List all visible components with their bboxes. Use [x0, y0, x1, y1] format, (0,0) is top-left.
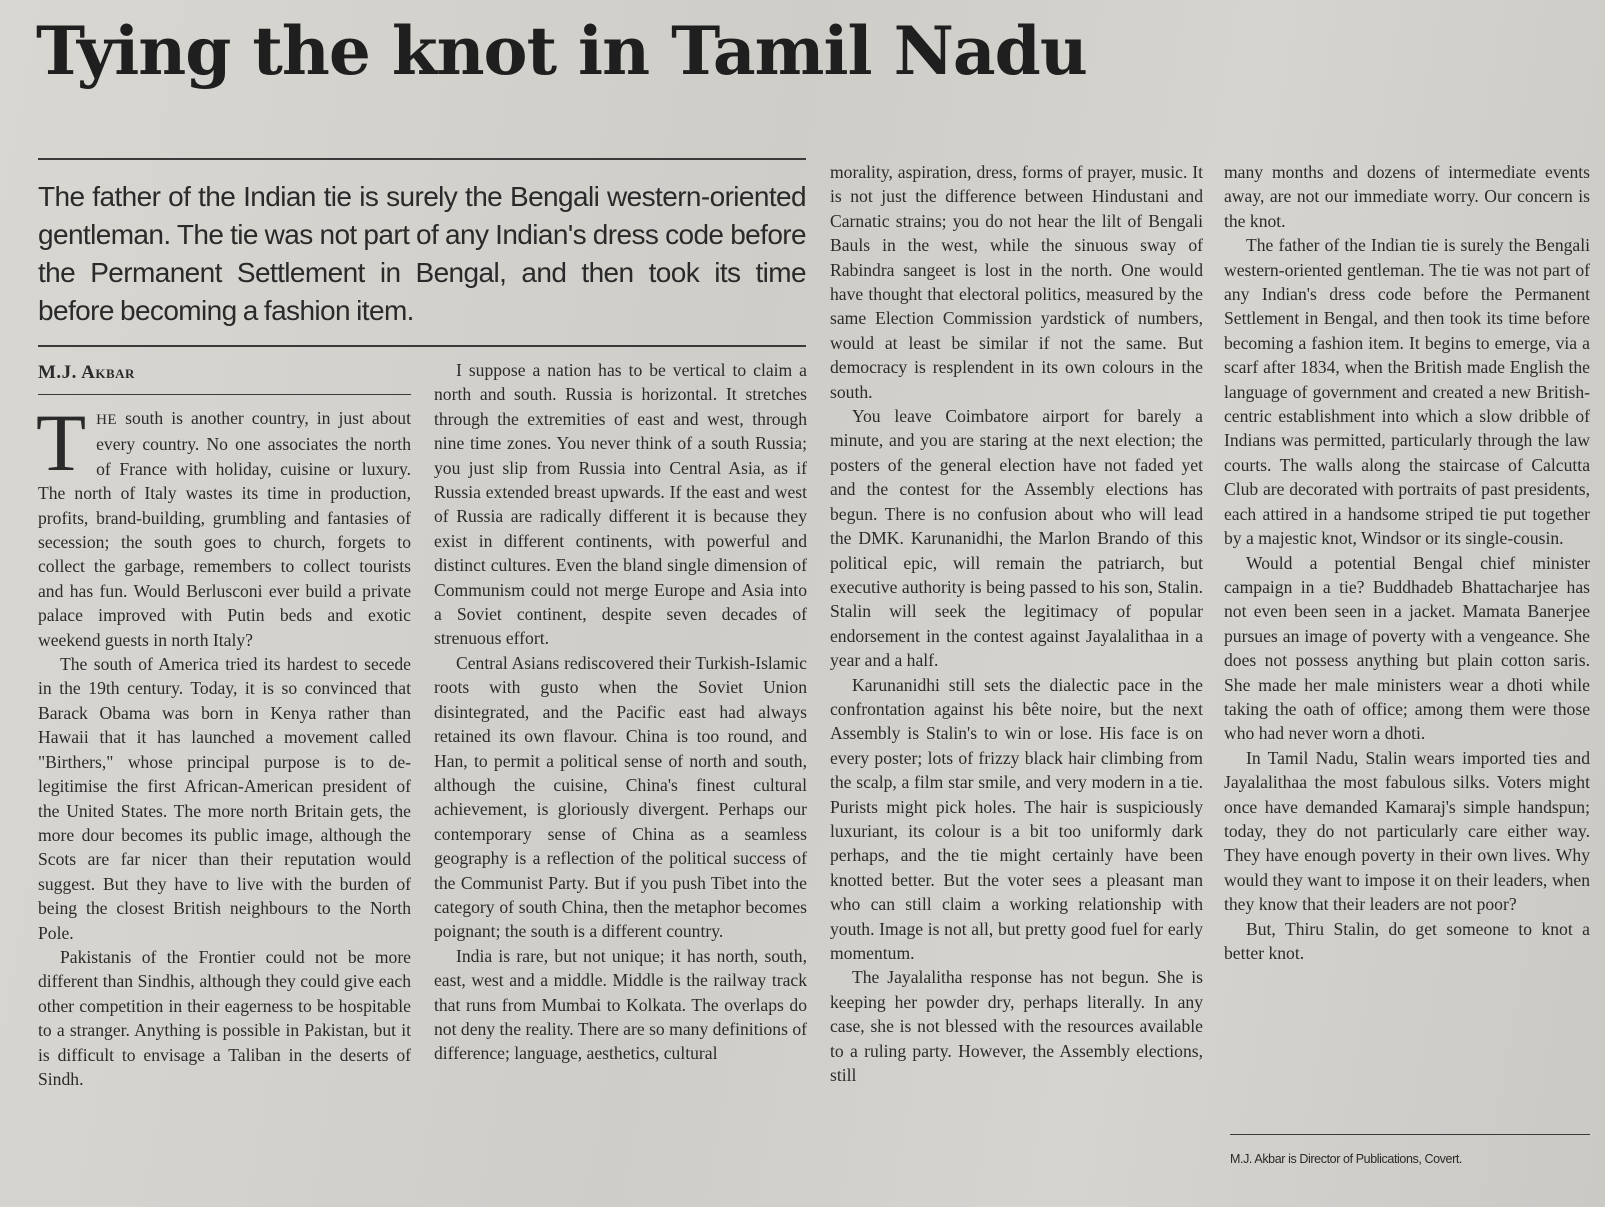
column-3 [830, 160, 1203, 1087]
author-footnote: M.J. Akbar is Director of Publications, Covert. [1230, 1152, 1462, 1166]
paragraph: The father of the Indian tie is surely the Bengali western-oriented gentleman. The tie was not part of any Indian's dress code before the Permanent Settlement in Bengal, and then took its time before becoming a fashion item. It begins to emerge, via a scarf after 1834, when the British made English the language of government and created a new British-centric establishment into which a slow dribble of Indians was permitted, particularly through the law courts. The walls along the staircase of Calcutta Club are decorated with portraits of past presidents, each attired in a handsome striped tie put together by a majestic knot, Windsor or its single-cousin. [1224, 235, 1590, 549]
paragraph: I suppose a nation has to be vertical to claim a north and south. Russia is horizontal. It stretches through the extremities of east and west, through nine time zones. You never think of a south Russia; you just slip from Russia into Central Asia, as if Russia extended breast upwards. If the east and west of Russia are radically different it is because they exist in different continents, with powerful and distinct cultures. Even the bland single dimension of Communism could not merge Europe and Asia into a Soviet continent, despite seven decades of strenuous effort. [434, 360, 807, 649]
footnote-rule [1230, 1134, 1590, 1135]
paragraph: Central Asians rediscovered their Turkish-Islamic roots with gusto when the Soviet Union disintegrated, and the Pacific east had always retained its own flavour. China is too round, and Han, to permit a political sense of north and south, although the cuisine, China's finest cultural achievement, is gloriously divergent. Perhaps our contemporary sense of China as a seamless geography is a reflection of the political success of the Communist Party. But if you push Tibet into the category of south China, then the metaphor becomes poignant; the south is a different country. [434, 652, 807, 942]
paragraph: many months and dozens of intermediate events away, are not our immediate worry. Our concern is the knot. [1224, 162, 1590, 231]
lead-text: south is another country, in just about every country. No one associates the north of France with holiday, cuisine or luxury. The north of Italy wastes its time in production, profits, brand-building, grumbling and fantasies of secession; the south goes to church, forgets to collect the garbage, remembers to collect tourists and has fun. Would Berlusconi ever build a private palace improved with Putin beds and exotic weekend guests in north Italy? [38, 408, 411, 650]
lead-paragraph [36, 397, 411, 652]
paragraph: The Jayalalitha response has not begun. She is keeping her powder dry, perhaps literally. In any case, she is not blessed with the resources available to a ruling party. However, the Assembly elections, still [830, 967, 1203, 1086]
drop-cap: T [36, 397, 87, 488]
paragraph: India is rare, but not unique; it has north, south, east, west and a middle. Middle is the railway track that runs from Mumbai to Kolkata. The overlaps do not deny the reality. There are so many definitions of difference; language, aesthetics, cultural [434, 945, 807, 1064]
byline-rule [38, 394, 411, 395]
paragraph: Pakistanis of the Frontier could not be more different than Sindhis, although they could give each other competition in their eagerness to be hospitable to a stranger. Anything is possible in Pakistan, but it is difficult to envisage a Taliban in the deserts of Sindh. [38, 946, 411, 1089]
column-2 [434, 358, 807, 1066]
paragraph: In Tamil Nadu, Stalin wears imported ties and Jayalalithaa the most fabulous silks. Voters might once have demanded Kamaraj's simple handspun; today, they do not particularly care either way. They have enough poverty in their own lives. Why would they want to impose it on their leaders, when they know that their leaders are not poor? [1224, 747, 1590, 915]
column-4 [1224, 160, 1590, 965]
paragraph: Would a potential Bengal chief minister campaign in a tie? Buddhadeb Bhattacharjee has not even been seen in a jacket. Mamata Banerjee pursues an image of poverty with a vengeance. She does not possess anything but plain cotton saris. She made her male ministers wear a dhoti while taking the oath of office; among them were those who had never worn a dhoti. [1224, 552, 1590, 744]
deck-bottom-rule [38, 345, 806, 347]
headline: Tying the knot in Tamil Nadu [36, 12, 1087, 90]
paragraph: morality, aspiration, dress, forms of prayer, music. It is not just the difference between Hindustani and Carnatic strains; you do not hear the lilt of Bengali Bauls in the west, while the sinuous sway of Rabindra sangeet is lost in the north. One would have thought that electoral politics, measured by the same Election Commission yardstick of numbers, would at least be similar if not the same. But democracy is resplendent in its own colours in the south. [830, 162, 1203, 402]
paragraph: The south of America tried its hardest to secede in the 19th century. Today, it is so convinced that Barack Obama was born in Kenya rather than Hawaii that it has launched a movement called "Birthers," whose principal purpose is to de-legitimise the first African-American president of the United States. The more north Britain gets, the more dour becomes its public image, although the Scots are far nicer than their reputation would suggest. But they have to live with the burden of being the closest British neighbours to the North Pole. [38, 654, 411, 943]
byline: M.J. Akbar [38, 362, 135, 383]
column-1 [36, 397, 411, 1091]
paragraph: Karunanidhi still sets the dialectic pace in the confrontation against his bête noire, but the next Assembly is Stalin's to win or lose. His face is on every poster; lots of frizzy black hair climbing from the scalp, a film star smile, and very modern in a tie. Purists might pick holes. The hair is suspiciously luxuriant, its colour is a bit too uniformly dark perhaps, and the tie might certainly have been knotted better. But the voter sees a pleasant man who can still claim a working relationship with youth. Image is not all, but pretty good fuel for early momentum. [830, 674, 1203, 963]
paragraph: But, Thiru Stalin, do get someone to knot a better knot. [1224, 918, 1590, 963]
deck-summary: The father of the Indian tie is surely the Bengali western-oriented gentleman. The tie was not part of any Indian's dress code before the Permanent Settlement in Bengal, and then took its time before becoming a fashion item. [38, 181, 806, 326]
paragraph: You leave Coimbatore airport for barely a minute, and you are staring at the next election; the posters of the general election have not faded yet and the contest for the Assembly elections has begun. There is no confusion about who will lead the DMK. Karunanidhi, the Marlon Brando of this political epic, will remain the patriarch, but executive authority is being passed to his son, Stalin. Stalin will seek the legitimacy of popular endorsement in the contest against Jayalalithaa in a year and a half. [830, 406, 1203, 671]
deck-top-rule [38, 158, 806, 160]
lead-caps: HE [96, 412, 118, 428]
